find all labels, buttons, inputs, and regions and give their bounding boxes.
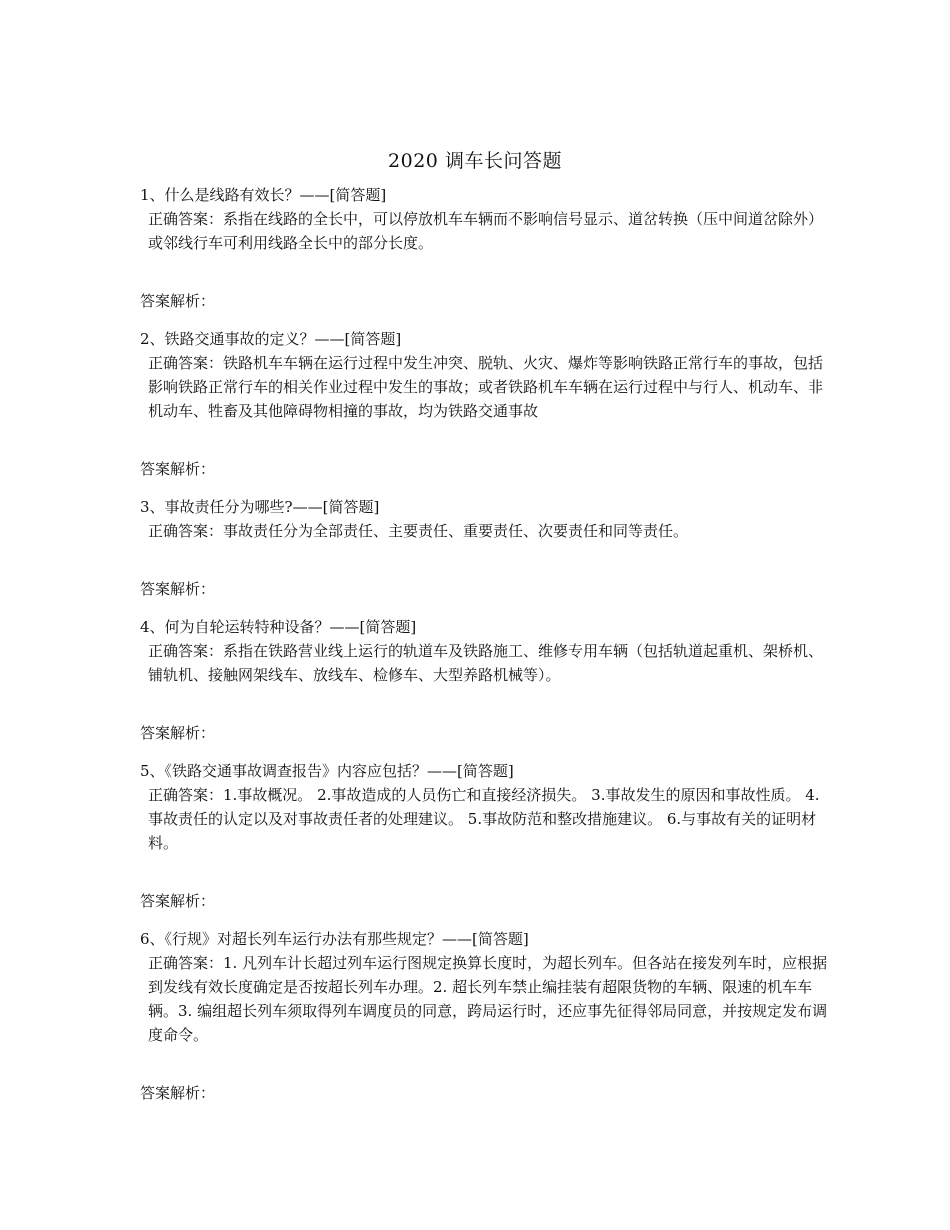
answer-text: 正确答案：系指在铁路营业线上运行的轨道车及铁路施工、维修专用车辆（包括轨道起重机、架桥机、铺轨机、接触网架线车、放线车、检修车、大型养路机械等）。: [148, 642, 824, 684]
answer-text: 正确答案：铁路机车车辆在运行过程中发生冲突、脱轨、火灾、爆炸等影响铁路正常行车的事故，包括影响铁路正常行车的相关作业过程中发生的事故；或者铁路机车车辆在运行过程中与行人、机动车、非机动车、牲畜及其他障碍物相撞的事故，均为铁路交通事故: [148, 354, 824, 420]
question-block: [140, 927, 830, 1105]
question-text: 2、铁路交通事故的定义？——[简答题]: [140, 330, 402, 348]
analysis-label: 答案解析：: [140, 580, 216, 598]
question-text: 1、什么是线路有效长？——[简答题]: [140, 186, 387, 204]
question-text: 3、事故责任分为哪些?——[简答题]: [140, 498, 380, 516]
question-text: 5、《铁路交通事故调查报告》内容应包括？——[简答题]: [140, 762, 514, 780]
question-block: [140, 759, 830, 913]
answer-text: 正确答案：系指在线路的全长中，可以停放机车车辆而不影响信号显示、道岔转换（压中间道岔除外）或邻线行车可利用线路全长中的部分长度。: [148, 210, 824, 252]
analysis-label: 答案解析：: [140, 292, 216, 310]
question-block: [140, 615, 830, 745]
document-title: 2020 调车长问答题: [388, 150, 562, 172]
question-block: [140, 495, 830, 601]
analysis-label: 答案解析：: [140, 460, 216, 478]
answer-text: 正确答案：1.事故概况。 2.事故造成的人员伤亡和直接经济损失。 3.事故发生的原因和事故性质。 4.事故责任的认定以及对事故责任者的处理建议。 5.事故防范和整改措施建议。 6.与事故有关的证明材料。: [148, 786, 820, 852]
question-list: [140, 183, 830, 1119]
question-block: [140, 183, 830, 313]
question-block: [140, 327, 830, 481]
analysis-label: 答案解析：: [140, 892, 216, 910]
answer-text: 正确答案：1. 凡列车计长超过列车运行图规定换算长度时，为超长列车。但各站在接发列车时，应根据到发线有效长度确定是否按超长列车办理。2. 超长列车禁止编挂装有超限货物的车辆、限速的机车车辆。3. 编组超长列车须取得列车调度员的同意，跨局运行时，还应事先征得邻局同意，并按规定发布调度命令。: [148, 954, 828, 1044]
analysis-label: 答案解析：: [140, 1084, 216, 1102]
analysis-label: 答案解析：: [140, 724, 216, 742]
answer-text: 正确答案：事故责任分为全部责任、主要责任、重要责任、次要责任和同等责任。: [148, 522, 689, 540]
question-text: 4、何为自轮运转特种设备？——[简答题]: [140, 618, 417, 636]
question-text: 6、《行规》对超长列车运行办法有那些规定？——[简答题]: [140, 930, 529, 948]
